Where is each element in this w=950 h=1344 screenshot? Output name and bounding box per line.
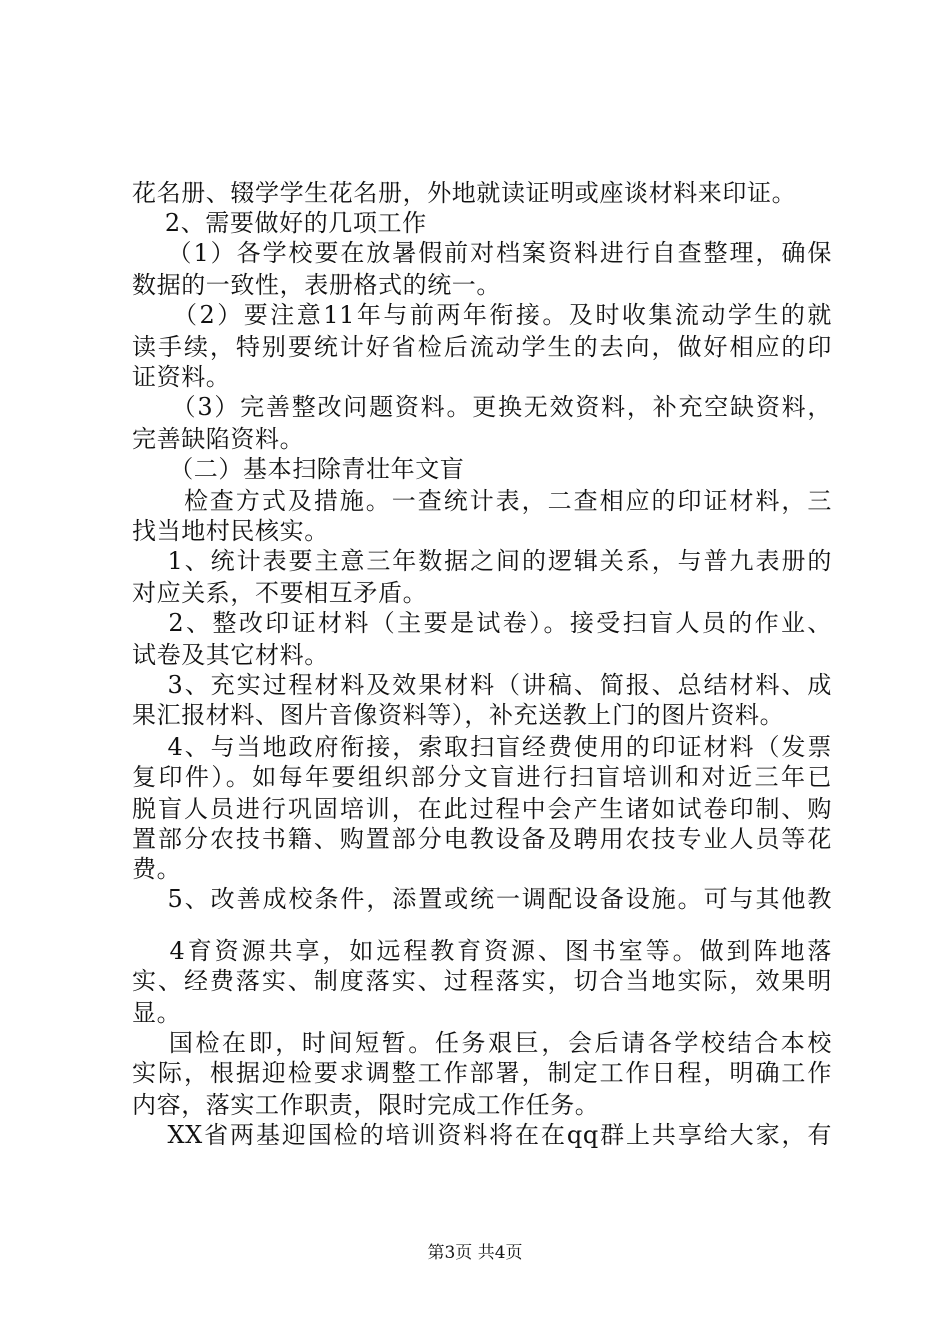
text-line: 费。 (132, 855, 182, 883)
text-line: 复印件）。如每年要组织部分文盲进行扫盲培训和对近三年已 (132, 763, 832, 791)
text-line: 1、统计表要主意三年数据之间的逻辑关系，与普九表册的 (132, 547, 832, 575)
text-line: 内容，落实工作职责，限时完成工作任务。 (132, 1091, 600, 1119)
text-line: 4育资源共享，如远程教育资源、图书室等。做到阵地落 (132, 937, 832, 965)
text-line: 脱盲人员进行巩固培训，在此过程中会产生诸如试卷印制、购 (132, 795, 832, 823)
text-line: 显。 (132, 999, 182, 1027)
text-line: （2）要注意11年与前两年衔接。及时收集流动学生的就 (132, 301, 832, 329)
text-line: 对应关系，不要相互矛盾。 (132, 579, 428, 607)
text-line: 找当地村民核实。 (132, 517, 329, 545)
text-line: 试卷及其它材料。 (132, 641, 329, 669)
text-line: 完善缺陷资料。 (132, 425, 305, 453)
text-line: 3、充实过程材料及效果材料（讲稿、简报、总结材料、成 (132, 671, 832, 699)
text-line: 检查方式及措施。一查统计表，二查相应的印证材料，三 (132, 487, 832, 515)
text-line: 2、需要做好的几项工作 (132, 209, 427, 237)
text-line: 实、经费落实、制度落实、过程落实，切合当地实际，效果明 (132, 967, 832, 995)
text-line: 读手续，特别要统计好省检后流动学生的去向，做好相应的印 (132, 333, 832, 361)
page-number-footer: 第3页 共4页 (427, 1243, 523, 1263)
text-line: 5、改善成校条件，添置或统一调配设备设施。可与其他教 (132, 885, 832, 913)
text-line: 国检在即，时间短暂。任务艰巨，会后请各学校结合本校 (132, 1029, 832, 1057)
text-line: （二）基本扫除青壮年文盲 (132, 455, 465, 483)
text-line: 实际，根据迎检要求调整工作部署，制定工作日程，明确工作 (132, 1059, 832, 1087)
text-line: （3）完善整改问题资料。更换无效资料，补充空缺资料， (132, 393, 832, 421)
text-line: 证资料。 (132, 363, 231, 391)
text-line: XX省两基迎国检的培训资料将在在qq群上共享给大家，有 (132, 1121, 832, 1149)
text-line: 花名册、辍学学生花名册，外地就读证明或座谈材料来印证。 (132, 179, 797, 207)
text-line: 果汇报材料、图片音像资料等），补充送教上门的图片资料。 (132, 701, 785, 729)
text-line: （1）各学校要在放暑假前对档案资料进行自查整理，确保 (132, 239, 832, 267)
text-line: 数据的一致性，表册格式的统一。 (132, 271, 501, 299)
text-line: 4、与当地政府衔接，索取扫盲经费使用的印证材料（发票 (132, 733, 832, 761)
text-line: 置部分农技书籍、购置部分电教设备及聘用农技专业人员等花 (132, 825, 832, 853)
text-line: 2、整改印证材料（主要是试卷）。接受扫盲人员的作业、 (132, 609, 832, 637)
